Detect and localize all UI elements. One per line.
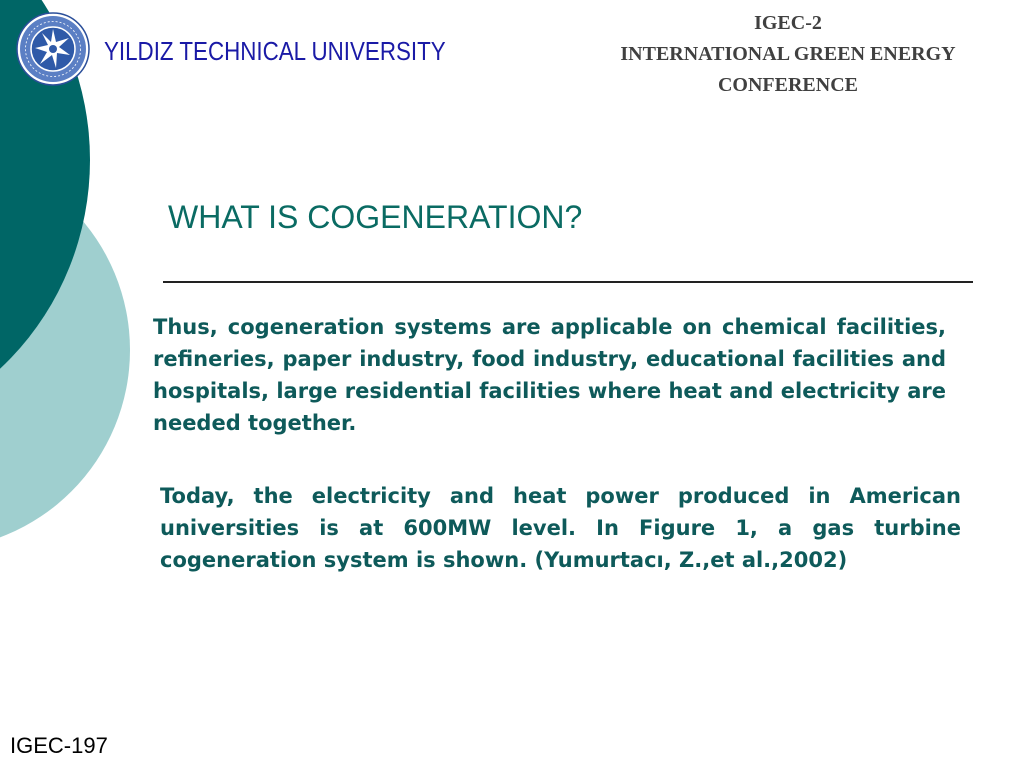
- conference-line-1: IGEC-2: [754, 12, 822, 34]
- body-paragraph-applications: Thus, cogeneration systems are applicable on chemical facilities, refineries, paper industry, food industry, educational facilities and hospitals, large residential facilities where heat and electricity are needed together.: [153, 315, 946, 435]
- body-paragraph-universities: Today, the electricity and heat power produced in American universities is at 600MW level. In Figure 1, a gas turbine cogeneration system is shown. (Yumurtacı, Z.,et al.,2002): [160, 484, 961, 572]
- slide-title: WHAT IS COGENERATION?: [168, 199, 583, 235]
- slide-page-label: IGEC-197: [10, 733, 108, 758]
- decorative-circle-light: [0, 150, 130, 550]
- decorative-circle-dark: [0, 0, 90, 440]
- university-name: YILDIZ TECHNICAL UNIVERSITY: [104, 36, 446, 66]
- conference-line-3: CONFERENCE: [717, 74, 858, 96]
- conference-heading: [560, 8, 1016, 101]
- university-seal-logo: [16, 12, 90, 86]
- title-divider: [163, 281, 973, 283]
- conference-line-2: INTERNATIONAL GREEN ENERGY: [620, 43, 956, 65]
